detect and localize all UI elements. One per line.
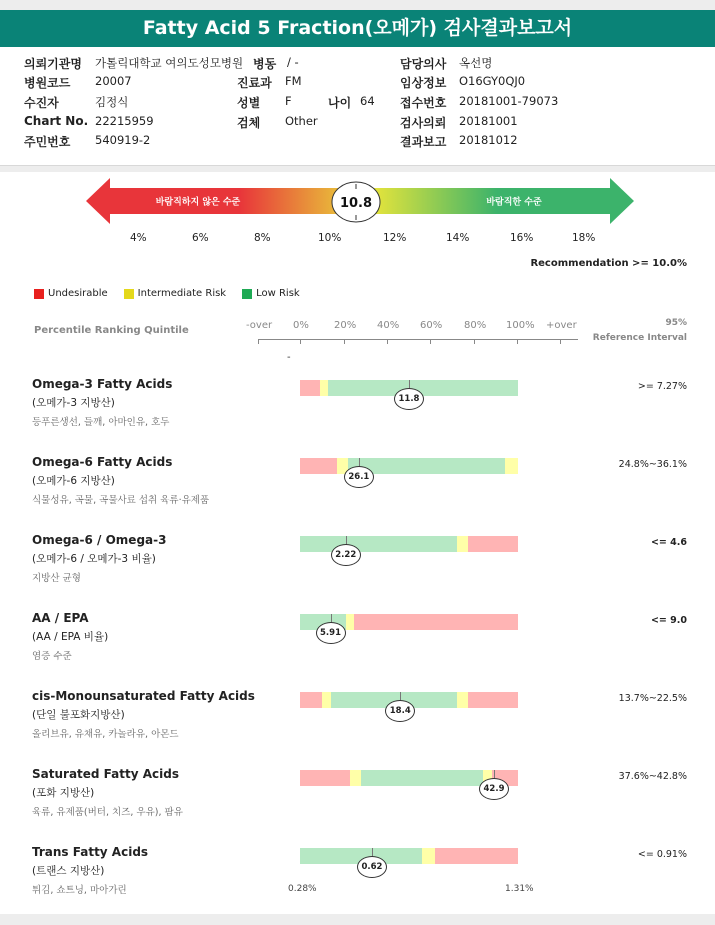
- reference-interval: >= 7.27%: [637, 381, 687, 392]
- bar-segment-green: [300, 536, 457, 552]
- dept-value: FM: [285, 74, 302, 88]
- hospital-code-value: 20007: [95, 74, 132, 88]
- scale-label: 10%: [318, 232, 342, 244]
- ward-label: 병동: [253, 57, 277, 71]
- row-title: AA / EPA: [32, 611, 89, 625]
- bar-segment-red: [300, 458, 337, 474]
- row-title: Omega-6 Fatty Acids: [32, 455, 173, 469]
- quintile-tick-label: +over: [546, 320, 577, 331]
- recommendation-text: Recommendation >= 10.0%: [530, 258, 687, 269]
- scale-label: 18%: [572, 232, 596, 244]
- row-subtitle: (AA / EPA 비율): [32, 631, 109, 643]
- bar-segment-yellow: [505, 458, 518, 474]
- axis-dash: -: [287, 352, 291, 363]
- resident-value: 540919-2: [95, 133, 151, 147]
- bar-segment-red: [300, 692, 322, 708]
- row-subtitle: (오메가-3 지방산): [32, 397, 115, 409]
- chart-label: Chart No.: [24, 114, 89, 128]
- age-label: 나이: [328, 96, 352, 110]
- row-food-sources: 등푸른생선, 들깨, 아마인유, 호두: [32, 417, 170, 428]
- value-marker: 42.9: [479, 778, 509, 800]
- scale-label: 8%: [254, 232, 271, 244]
- row-title: Saturated Fatty Acids: [32, 767, 179, 781]
- legend-swatch: [124, 289, 134, 299]
- trans-range-max: 1.31%: [505, 884, 534, 894]
- quintile-tick-label: 40%: [377, 320, 400, 331]
- clinical-label: 임상정보: [400, 76, 447, 90]
- report-label: 결과보고: [400, 135, 447, 149]
- receipt-label: 접수번호: [400, 96, 447, 110]
- bar-segment-green: [361, 770, 483, 786]
- bar-segment-red: [435, 848, 518, 864]
- resident-label: 주민번호: [24, 135, 71, 149]
- value-marker: 11.8: [394, 388, 424, 410]
- row-food-sources: 튀김, 쇼트닝, 마아가린: [32, 885, 127, 896]
- report-value: 20181012: [459, 133, 518, 147]
- institution-label: 의뢰기관명: [24, 57, 82, 71]
- reference-interval: <= 0.91%: [637, 849, 687, 860]
- trans-range-min: 0.28%: [288, 884, 317, 894]
- quintile-tick-label: -over: [246, 320, 273, 331]
- chart-value: 22215959: [95, 114, 154, 128]
- quintile-tick-label: 20%: [334, 320, 357, 331]
- legend: [34, 288, 300, 300]
- reference-interval: 13.7%~22.5%: [618, 693, 687, 704]
- scale-label: 16%: [510, 232, 534, 244]
- ward-value: / -: [287, 55, 299, 69]
- row-subtitle: (오메가-6 지방산): [32, 475, 115, 487]
- report-title: Fatty Acid 5 Fraction(오메가) 검사결과보고서: [0, 10, 715, 47]
- row-food-sources: 염증 수준: [32, 651, 72, 662]
- receipt-value: 20181001-79073: [459, 94, 559, 108]
- row-food-sources: 지방산 균형: [32, 573, 81, 584]
- reference-title-2: Reference Interval: [592, 333, 687, 343]
- quintile-tick-label: 100%: [506, 320, 535, 331]
- omega3-index-scale-arrow: [86, 176, 634, 226]
- row-food-sources: 육류, 유제품(버터, 치즈, 우유), 팜유: [32, 807, 183, 818]
- specimen-value: Other: [285, 114, 318, 128]
- quintile-tick-label: 0%: [293, 320, 309, 331]
- value-marker: 5.91: [316, 622, 346, 644]
- quintile-tick-label: 80%: [464, 320, 487, 331]
- row-title: Trans Fatty Acids: [32, 845, 149, 859]
- request-label: 검사의뢰: [400, 116, 447, 130]
- scale-label: 14%: [446, 232, 470, 244]
- row-title: Omega-6 / Omega-3: [32, 533, 167, 547]
- row-title: cis-Monounsaturated Fatty Acids: [32, 689, 255, 703]
- row-subtitle: (트랜스 지방산): [32, 865, 105, 877]
- value-marker: 0.62: [357, 856, 387, 878]
- legend-label: Low Risk: [256, 288, 300, 299]
- sex-value: F: [285, 94, 292, 108]
- bar-segment-yellow: [350, 770, 361, 786]
- risk-bar: [300, 848, 518, 864]
- clinical-value: O16GY0QJ0: [459, 74, 526, 88]
- quintile-axis-line: [258, 339, 578, 340]
- reference-interval: <= 4.6: [650, 537, 687, 548]
- value-marker: 26.1: [344, 466, 374, 488]
- bar-segment-green: [328, 380, 518, 396]
- undesirable-level-text: 바람직하지 않은 수준: [155, 197, 241, 208]
- row-subtitle: (오메가-6 / 오메가-3 비율): [32, 553, 156, 565]
- dept-label: 진료과: [237, 76, 272, 90]
- row-food-sources: 식물성유, 곡물, 곡물사료 섭취 육류·유제품: [32, 495, 210, 506]
- reference-interval: 37.6%~42.8%: [618, 771, 687, 782]
- results-panel: [0, 172, 715, 914]
- specimen-label: 검체: [237, 116, 261, 130]
- bar-segment-red: [468, 536, 518, 552]
- scale-label: 6%: [192, 232, 209, 244]
- bar-segment-red: [468, 692, 518, 708]
- value-marker: 2.22: [331, 544, 361, 566]
- row-food-sources: 올리브유, 유채유, 카놀라유, 아몬드: [32, 729, 179, 740]
- legend-label: Intermediate Risk: [137, 288, 227, 299]
- bar-segment-yellow: [322, 692, 331, 708]
- bar-segment-yellow: [457, 692, 468, 708]
- age-value: 64: [360, 94, 375, 108]
- bar-segment-yellow: [346, 614, 355, 630]
- patient-label: 수진자: [24, 96, 59, 110]
- hospital-code-label: 병원코드: [24, 76, 71, 90]
- quintile-title: Percentile Ranking Quintile: [34, 325, 189, 336]
- reference-interval: <= 9.0: [650, 615, 687, 626]
- bar-segment-yellow: [422, 848, 435, 864]
- bar-segment-yellow: [457, 536, 468, 552]
- institution-value: 가톨릭대학교 여의도성모병원: [95, 56, 244, 70]
- reference-interval: 24.8%~36.1%: [618, 459, 687, 470]
- scale-label: 4%: [130, 232, 147, 244]
- risk-bar: [300, 458, 518, 474]
- patient-value: 김정식: [95, 95, 129, 109]
- row-subtitle: (단일 불포화지방산): [32, 709, 125, 721]
- doctor-label: 담당의사: [400, 57, 447, 71]
- bar-segment-red: [300, 380, 320, 396]
- bar-segment-yellow: [320, 380, 329, 396]
- quintile-tick-label: 60%: [420, 320, 443, 331]
- legend-swatch: [34, 289, 44, 299]
- legend-swatch: [242, 289, 252, 299]
- doctor-value: 옥선명: [459, 56, 493, 70]
- omega3-index-value: 10.8: [339, 196, 373, 211]
- bar-segment-red: [300, 770, 350, 786]
- bar-segment-red: [354, 614, 518, 630]
- sex-label: 성별: [237, 96, 261, 110]
- request-value: 20181001: [459, 114, 518, 128]
- patient-info-panel: [0, 47, 715, 166]
- row-title: Omega-3 Fatty Acids: [32, 377, 173, 391]
- desirable-level-text: 바람직한 수준: [486, 197, 542, 208]
- scale-label: 12%: [383, 232, 407, 244]
- legend-label: Undesirable: [48, 288, 108, 299]
- value-marker: 18.4: [385, 700, 415, 722]
- reference-title-1: 95%: [665, 318, 687, 328]
- row-subtitle: (포화 지방산): [32, 787, 95, 799]
